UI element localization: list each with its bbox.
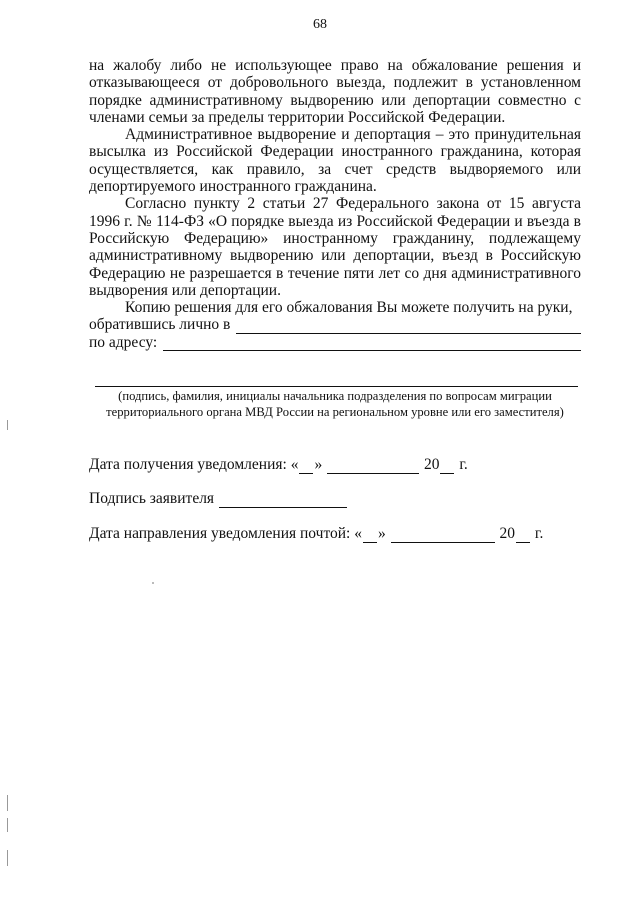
page-number: 68 [313,17,327,32]
paragraph-law-reference: Согласно пункту 2 статьи 27 Федерального закона от 15 августа 1996 г. № 114-ФЗ «О порядке выезда из Российской Федерации и въезда в Российскую Федерацию» иностранному гражданину, подлежащему административному выдворению или депортации, въезд в Российскую Федерацию не разрешается в течение пяти лет со дня административного выдворения или депортации. [89,195,581,299]
scan-speck [152,582,154,584]
mail-date-field [89,525,543,543]
mail-month-blank[interactable] [391,529,495,543]
scan-margin-mark [7,818,8,832]
mail-year-blank[interactable] [516,529,530,543]
personally-label: обратившись лично в [89,316,231,334]
receipt-date-quote-open: « [290,456,299,473]
official-signature-line[interactable] [95,386,578,387]
personally-blank[interactable] [236,321,581,334]
receipt-date-field [89,456,468,474]
paragraph-appeal: на жалобу либо не использующее право на обжалование решения и отказывающееся от добровольного выезда, подлежит в установленном порядке административному выдворению или депортации совместно с членами семьи за пределы территории Российской Федерации. [89,57,581,126]
mail-date-quote-open: « [354,525,362,542]
mail-year-suffix: г. [534,525,544,542]
receipt-date-quote-close: » [314,456,323,473]
mail-year-prefix: 20 [499,525,515,542]
scan-margin-mark [7,795,8,811]
receipt-year-blank[interactable] [440,460,454,474]
mail-date-label: Дата направления уведомления почтой: [89,525,351,542]
applicant-signature-blank[interactable] [219,494,347,508]
receipt-month-blank[interactable] [327,460,419,474]
personally-fill-line [89,316,581,333]
mail-day-blank[interactable] [363,529,377,543]
mail-date-quote-close: » [377,525,386,542]
receipt-year-prefix: 20 [423,456,440,473]
receipt-year-suffix: г. [459,456,468,473]
scan-margin-mark [7,420,8,430]
paragraph-copy-decision: Копию решения для его обжалования Вы можете получить на руки, [125,299,573,317]
address-blank[interactable] [163,338,581,351]
official-signature-caption: (подпись, фамилия, инициалы начальника подразделения по вопросам миграции территориального органа МВД России на региональном уровне или его заместителя) [106,389,564,419]
receipt-date-label: Дата получения уведомления: [89,456,287,473]
paragraph-expulsion-definition: Административное выдворение и депортация – это принудительная высылка из Российской Федерации иностранного гражданина, которая осуществляется, как правило, за счет средств выдворяемого или депортируемого иностранного гражданина. [89,126,581,196]
scan-margin-mark [7,850,8,866]
applicant-signature-label: Подпись заявителя [89,490,215,507]
body-text [89,57,581,351]
address-fill-line [89,334,581,351]
address-label: по адресу: [89,333,158,351]
receipt-day-blank[interactable] [299,460,313,474]
applicant-signature-field [89,490,348,508]
